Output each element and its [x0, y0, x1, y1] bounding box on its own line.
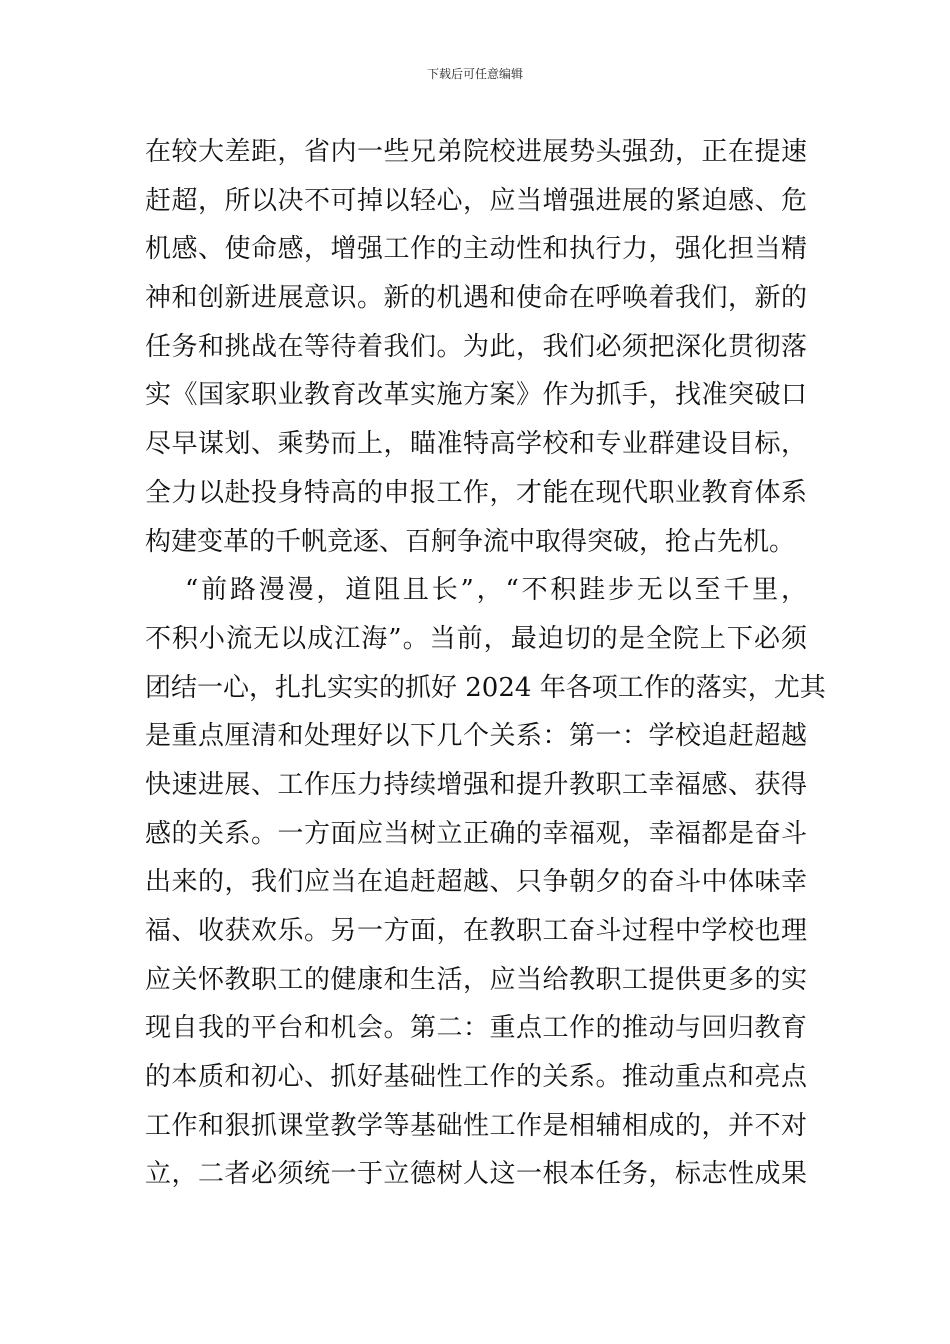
page-header: 下载后可任意编辑	[426, 67, 523, 81]
paragraph-1-line-3: 机感、使命感，增强工作的主动性和执行力，强化担当精	[145, 234, 807, 265]
document-body	[145, 128, 826, 1199]
paragraph-2-line-10: 现自我的平台和机会。第二：重点工作的推动与回归教育	[145, 1013, 807, 1044]
paragraph-2-line-12: 工作和狠抓课堂教学等基础性工作是相辅相成的，并不对	[145, 1110, 807, 1141]
paragraph-1-line-1: 在较大差距，省内一些兄弟院校进展势头强劲，正在提速	[145, 137, 807, 167]
paragraph-2-line-2: 不积小流无以成江海”。当前，最迫切的是全院上下必须	[145, 623, 807, 654]
paragraph-1-line-8: 全力以赴投身特高的申报工作，才能在现代职业教育体系	[145, 477, 807, 508]
paragraph-1-line-4: 神和创新进展意识。新的机遇和使命在呼唤着我们，新的	[145, 283, 807, 314]
paragraph-2-line-9: 应关怀教职工的健康和生活，应当给教职工提供更多的实	[145, 964, 807, 995]
paragraph-2-line-8: 福、收获欢乐。另一方面，在教职工奋斗过程中学校也理	[145, 916, 807, 946]
paragraph-2-line-13: 立，二者必须统一于立德树人这一根本任务，标志性成果	[145, 1159, 807, 1190]
paragraph-1-line-5: 任务和挑战在等待着我们。为此，我们必须把深化贯彻落	[145, 331, 807, 362]
paragraph-1-line-2: 赶超，所以决不可掉以轻心，应当增强进展的紧迫感、危	[145, 185, 807, 216]
paragraph-2-line-6: 感的关系。一方面应当树立正确的幸福观，幸福都是奋斗	[145, 818, 807, 849]
paragraph-2-line-7: 出来的，我们应当在追赶超越、只争朝夕的奋斗中体味幸	[145, 867, 807, 898]
paragraph-2-line-5: 快速进展、工作压力持续增强和提升教职工幸福感、获得	[145, 769, 807, 800]
paragraph-2-line-3: 团结一心，扎扎实实的抓好 2024 年各项工作的落实，尤其	[145, 672, 826, 703]
paragraph-1-line-7: 尽早谋划、乘势而上，瞄准特高学校和专业群建设目标，	[145, 429, 807, 460]
paragraph-1-line-9: 构建变革的千帆竞逐、百舸争流中取得突破，抢占先机。	[145, 526, 796, 557]
paragraph-2-line-1: “前路漫漫，道阻且长”，“不积跬步无以至千里，	[185, 575, 807, 606]
paragraph-2-line-11: 的本质和初心、抓好基础性工作的关系。推动重点和亮点	[145, 1062, 807, 1093]
paragraph-1-line-6: 实《国家职业教育改革实施方案》作为抓手，找准突破口	[145, 380, 807, 411]
paragraph-2-line-4: 是重点厘清和处理好以下几个关系：第一：学校追赶超越	[145, 721, 807, 752]
